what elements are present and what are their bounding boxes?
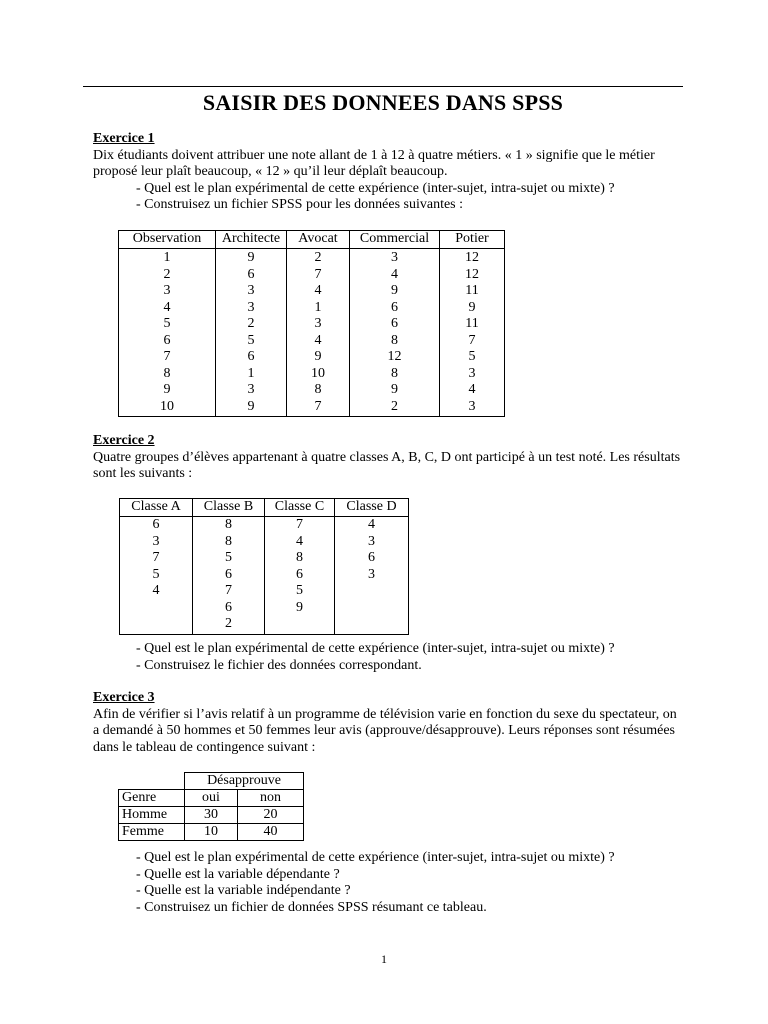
exercise-1-text: Dix étudiants doivent attribuer une note allant de 1 à 12 à quatre métiers. « 1 » signifie que le métier proposé leur plaît beaucoup, « 12 » qu’il leur déplaît beaucoup. <box>93 147 655 179</box>
table-cell: 3 <box>440 366 505 383</box>
table-cell: 10 <box>287 366 350 383</box>
table-row <box>119 316 505 333</box>
table-row <box>119 807 304 824</box>
exercise-1-heading: Exercice 1 <box>93 131 155 146</box>
table-cell: 12 <box>440 249 505 267</box>
exercise-3-text: Afin de vérifier si l’avis relatif à un programme de télévision varie en fonction du sexe du spectateur, on a demandé à 50 hommes et 50 femmes leur avis (approuve/désapprouve). Leurs réponses sont résumées dans le tableau de contingence suivant : <box>93 706 677 755</box>
exercise-3-heading: Exercice 3 <box>93 690 155 705</box>
table-cell: 7 <box>193 583 265 600</box>
table-cell: 9 <box>216 249 287 267</box>
exercise-2-questions <box>93 641 683 674</box>
row-label-header: Genre <box>119 790 185 807</box>
table-cell: 8 <box>350 366 440 383</box>
exercise-1-intro <box>93 131 683 214</box>
table-row <box>120 517 409 534</box>
table-row <box>120 600 409 617</box>
table-cell: 20 <box>238 807 304 824</box>
exercise-2-question: - Quel est le plan expérimental de cette expérience (inter-sujet, intra-sujet ou mixte) ? <box>136 641 615 656</box>
row-label: Homme <box>119 807 185 824</box>
group-header: Désapprouve <box>185 773 304 790</box>
table-row <box>120 534 409 551</box>
header-rule <box>83 86 683 87</box>
page-number: 1 <box>381 952 387 966</box>
table-cell: 3 <box>335 534 409 551</box>
table-cell: 10 <box>185 824 238 841</box>
column-header: Potier <box>440 231 505 249</box>
table-cell: 5 <box>193 550 265 567</box>
table-cell: 8 <box>119 366 216 383</box>
exercise-2-question: - Construisez le fichier des données correspondant. <box>136 657 422 673</box>
table-row <box>119 399 505 417</box>
table-cell: 6 <box>350 300 440 317</box>
table-cell: 6 <box>216 267 287 284</box>
column-header: Avocat <box>287 231 350 249</box>
table-row <box>119 349 505 366</box>
table-row <box>119 824 304 841</box>
table-cell: 9 <box>350 382 440 399</box>
table-cell: 4 <box>119 300 216 317</box>
table-row <box>120 550 409 567</box>
table-row <box>120 567 409 584</box>
table-cell: 9 <box>287 349 350 366</box>
table-cell <box>335 583 409 600</box>
empty-corner-cell <box>119 773 185 790</box>
table-cell: 3 <box>119 283 216 300</box>
table-cell: 10 <box>119 399 216 417</box>
table-cell: 4 <box>287 333 350 350</box>
table-header-row <box>119 790 304 807</box>
table-cell: 9 <box>216 399 287 417</box>
exercise-3-intro <box>93 690 683 756</box>
table-cell: 4 <box>120 583 193 600</box>
exercise-3-question: - Quelle est la variable indépendante ? <box>136 883 351 898</box>
column-header: Commercial <box>350 231 440 249</box>
table-cell: 7 <box>287 267 350 284</box>
column-header: Classe C <box>265 499 335 517</box>
column-header: non <box>238 790 304 807</box>
table-row <box>120 583 409 600</box>
table-row <box>120 616 409 634</box>
table-cell: 9 <box>350 283 440 300</box>
table-row <box>119 283 505 300</box>
table-cell: 2 <box>287 249 350 267</box>
table-cell: 4 <box>265 534 335 551</box>
table-cell: 12 <box>440 267 505 284</box>
table-cell: 8 <box>193 517 265 534</box>
table-cell: 2 <box>119 267 216 284</box>
exercise-3-question: - Quelle est la variable dépendante ? <box>136 866 340 882</box>
table-header-row <box>120 499 409 517</box>
table-cell: 4 <box>440 382 505 399</box>
table-row <box>119 366 505 383</box>
table-cell: 6 <box>119 333 216 350</box>
table-cell: 6 <box>350 316 440 333</box>
table-row <box>119 300 505 317</box>
table-cell: 3 <box>335 567 409 584</box>
table-cell: 2 <box>193 616 265 634</box>
exercise-2-text: Quatre groupes d’élèves appartenant à quatre classes A, B, C, D ont participé à un test noté. Les résultats sont les suivants : <box>93 449 681 481</box>
table-cell: 9 <box>265 600 335 617</box>
table-cell: 7 <box>287 399 350 417</box>
table-cell: 9 <box>440 300 505 317</box>
contingency-table <box>118 772 304 841</box>
column-header: Classe B <box>193 499 265 517</box>
table-cell: 6 <box>216 349 287 366</box>
exercise-2-heading: Exercice 2 <box>93 433 155 448</box>
table-row <box>119 249 505 267</box>
table-cell <box>120 616 193 634</box>
table-cell <box>335 600 409 617</box>
table-cell: 6 <box>335 550 409 567</box>
job-ratings-table <box>118 230 505 417</box>
column-header: Architecte <box>216 231 287 249</box>
table-cell: 3 <box>216 300 287 317</box>
table-cell <box>335 616 409 634</box>
table-cell: 2 <box>350 399 440 417</box>
column-header: Classe A <box>120 499 193 517</box>
table-row <box>119 333 505 350</box>
table-cell: 1 <box>119 249 216 267</box>
table-cell: 40 <box>238 824 304 841</box>
table-cell: 5 <box>119 316 216 333</box>
table-cell: 11 <box>440 316 505 333</box>
table-cell: 1 <box>216 366 287 383</box>
table-cell: 8 <box>350 333 440 350</box>
table-cell: 6 <box>193 567 265 584</box>
class-results-table <box>119 498 409 635</box>
row-label: Femme <box>119 824 185 841</box>
table-cell: 8 <box>265 550 335 567</box>
table-cell: 7 <box>119 349 216 366</box>
table-cell: 3 <box>216 382 287 399</box>
table-cell: 11 <box>440 283 505 300</box>
exercise-3-questions <box>93 850 683 916</box>
table-cell: 9 <box>119 382 216 399</box>
table-cell: 6 <box>265 567 335 584</box>
table-cell: 4 <box>287 283 350 300</box>
table-cell: 3 <box>440 399 505 417</box>
table-cell: 8 <box>193 534 265 551</box>
table-cell <box>120 600 193 617</box>
table-cell: 5 <box>120 567 193 584</box>
table-cell: 12 <box>350 349 440 366</box>
table-cell: 6 <box>193 600 265 617</box>
table-row <box>119 267 505 284</box>
table-cell: 7 <box>440 333 505 350</box>
column-header: oui <box>185 790 238 807</box>
table-cell: 4 <box>335 517 409 534</box>
table-cell <box>265 616 335 634</box>
exercise-3-question: - Quel est le plan expérimental de cette expérience (inter-sujet, intra-sujet ou mixte) ? <box>136 850 615 865</box>
column-header: Observation <box>119 231 216 249</box>
table-cell: 1 <box>287 300 350 317</box>
exercise-1-question: - Construisez un fichier SPSS pour les données suivantes : <box>136 197 464 212</box>
table-cell: 7 <box>265 517 335 534</box>
exercise-1-question: - Quel est le plan expérimental de cette expérience (inter-sujet, intra-sujet ou mixte) ? <box>136 180 615 196</box>
table-cell: 30 <box>185 807 238 824</box>
table-header-row <box>119 231 505 249</box>
exercise-2-intro <box>93 433 683 483</box>
table-cell: 8 <box>287 382 350 399</box>
table-cell: 3 <box>216 283 287 300</box>
column-header: Classe D <box>335 499 409 517</box>
table-cell: 5 <box>440 349 505 366</box>
table-header-row <box>119 773 304 790</box>
table-cell: 3 <box>287 316 350 333</box>
table-cell: 4 <box>350 267 440 284</box>
table-cell: 6 <box>120 517 193 534</box>
table-cell: 7 <box>120 550 193 567</box>
page-title: SAISIR DES DONNEES DANS SPSS <box>202 90 564 115</box>
table-cell: 2 <box>216 316 287 333</box>
exercise-3-question: - Construisez un fichier de données SPSS résumant ce tableau. <box>136 899 487 915</box>
table-cell: 5 <box>216 333 287 350</box>
table-cell: 5 <box>265 583 335 600</box>
table-cell: 3 <box>120 534 193 551</box>
table-row <box>119 382 505 399</box>
table-cell: 3 <box>350 249 440 267</box>
